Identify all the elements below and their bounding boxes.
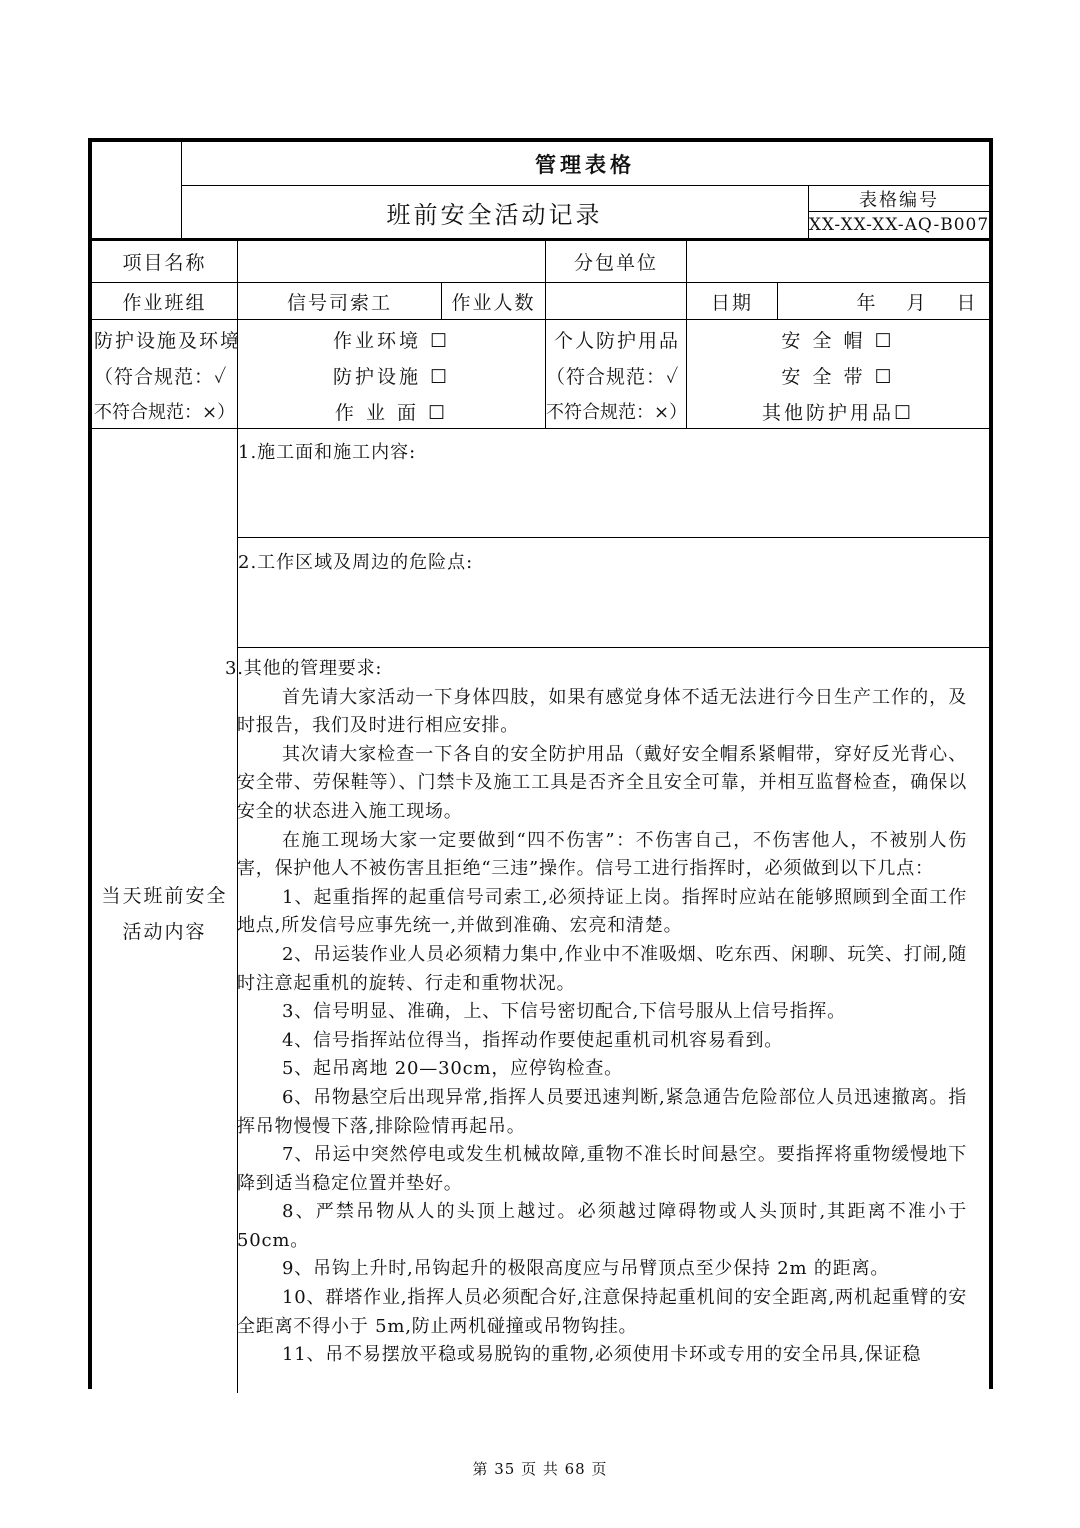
- project-name-field[interactable]: [238, 240, 545, 282]
- management-requirements: [225, 655, 967, 1370]
- paragraph: 5、起吊离地 20—30cm，应停钩检查。: [282, 1058, 623, 1080]
- date-month[interactable]: 月: [906, 291, 928, 314]
- team-label: 作业班组: [122, 291, 207, 314]
- date-year[interactable]: 年: [856, 291, 878, 314]
- date-label: 日期: [710, 291, 753, 314]
- paragraph: 1、起重指挥的起重信号司索工,必须持证上岗。指挥时应站在能够照顾到全面工作地点,所发信号应事先统一,并做到准确、宏亮和清楚。: [237, 886, 967, 937]
- workers-field[interactable]: [546, 283, 686, 319]
- paragraph: 11、吊不易摆放平稳或易脱钩的重物,必须使用卡环或专用的安全吊具,保证稳: [282, 1344, 922, 1366]
- page-title: 管理表格: [535, 152, 635, 177]
- ppe-label-line: 个人防护用品: [554, 330, 681, 352]
- item-2-heading: 2.工作区域及周边的危险点:: [238, 552, 474, 573]
- project-name-label: 项目名称: [122, 251, 207, 274]
- paragraph: 10、群塔作业,指挥人员必须配合好,注意保持起重机间的安全距离,两机起重臂的安全距离不得小于 5m,防止两机碰撞或吊物钩挂。: [237, 1287, 967, 1337]
- paragraph: 9、吊钩上升时,吊钩起升的极限高度应与吊臂顶点至少保持 2m 的距离。: [282, 1258, 890, 1280]
- env-checkbox-protection[interactable]: 防护设施 ☐: [332, 366, 451, 388]
- paragraph: 首先请大家活动一下身体四肢，如果有感觉身体不适无法进行今日生产工作的，及时报告，我们及时进行相应安排。: [237, 686, 967, 737]
- env-checkbox-work-surface[interactable]: 作 业 面 ☐: [334, 402, 449, 424]
- paragraph: 2、吊运装作业人员必须精力集中,作业中不准吸烟、吃东西、闲聊、玩笑、打闹,随时注意起重机的旋转、行走和重物状况。: [237, 943, 967, 994]
- form-code-label: 表格编号: [859, 189, 939, 211]
- ppe-items: [687, 323, 989, 431]
- activity-label-line: 活动内容: [122, 921, 207, 943]
- protection-label-line: 防护设施及环境: [94, 330, 242, 352]
- paragraph: 3、信号明显、准确，上、下信号密切配合,下信号服从上信号指挥。: [282, 1001, 846, 1023]
- workers-label: 作业人数: [451, 291, 536, 314]
- paragraph: 7、吊运中突然停电或发生机械故障,重物不准长时间悬空。要指挥将重物缓慢地下降到适当稳定位置并垫好。: [237, 1144, 967, 1194]
- paragraph: 8、严禁吊物从人的头顶上越过。必须越过障碍物或人头顶时,其距离不准小于50cm。: [237, 1201, 967, 1251]
- form-code-value: XX-XX-XX-AQ-B007: [808, 215, 990, 235]
- form-frame: [88, 138, 993, 1389]
- protection-label-line: （符合规范：✓: [94, 366, 228, 388]
- paragraph: 其次请大家检查一下各自的安全防护用品（戴好安全帽系紧帽带，穿好反光背心、安全带、劳保鞋等）、门禁卡及施工工具是否齐全且安全可靠，并相互监督检查，确保以安全的状态进入施工现场。: [237, 743, 967, 822]
- env-checkbox-work-env[interactable]: 作业环境 ☐: [332, 330, 451, 352]
- activity-content-label: [92, 878, 237, 950]
- ppe-checkbox-helmet[interactable]: 安 全 帽 ☐: [781, 330, 895, 352]
- ppe-checkbox-other[interactable]: 其他防护用品☐: [761, 402, 915, 424]
- ppe-checkbox-belt[interactable]: 安 全 带 ☐: [781, 366, 895, 388]
- paragraph: 4、信号指挥站位得当，指挥动作要使起重机司机容易看到。: [282, 1029, 784, 1051]
- activity-label-line: 当天班前安全: [101, 885, 228, 907]
- team-value[interactable]: 信号司索工: [286, 291, 392, 314]
- item2-bottom: [237, 647, 989, 648]
- ppe-label: [546, 323, 686, 431]
- page-number: 第 35 页 共 68 页: [472, 1460, 608, 1478]
- row2-bottom: [92, 319, 989, 320]
- protection-label: [94, 323, 242, 431]
- ppe-label-line: （符合规范：✓: [546, 366, 680, 388]
- date-day[interactable]: 日: [956, 291, 978, 314]
- item-1-heading: 1.施工面和施工内容:: [238, 442, 417, 463]
- subcontract-field[interactable]: [687, 240, 989, 282]
- ppe-label-line: 不符合规范：×）: [546, 402, 688, 423]
- form-name: 班前安全活动记录: [386, 200, 603, 229]
- protection-label-line: 不符合规范：×）: [94, 402, 236, 423]
- subcontract-label: 分包单位: [573, 251, 658, 274]
- date-divider: [777, 282, 778, 319]
- paragraph: 6、吊物悬空后出现异常,指挥人员要迅速判断,紧急通告危险部位人员迅速撤离。指挥吊物慢慢下落,排除险情再起吊。: [237, 1086, 967, 1137]
- paragraph: 在施工现场大家一定要做到“四不伤害”：不伤害自己，不伤害他人，不被别人伤害，保护他人不被伤害且拒绝“三违”操作。信号工进行指挥时，必须做到以下几点：: [237, 829, 967, 880]
- env-items: [238, 323, 545, 431]
- item1-bottom: [237, 537, 989, 538]
- item-3-heading: 3.其他的管理要求:: [225, 658, 383, 679]
